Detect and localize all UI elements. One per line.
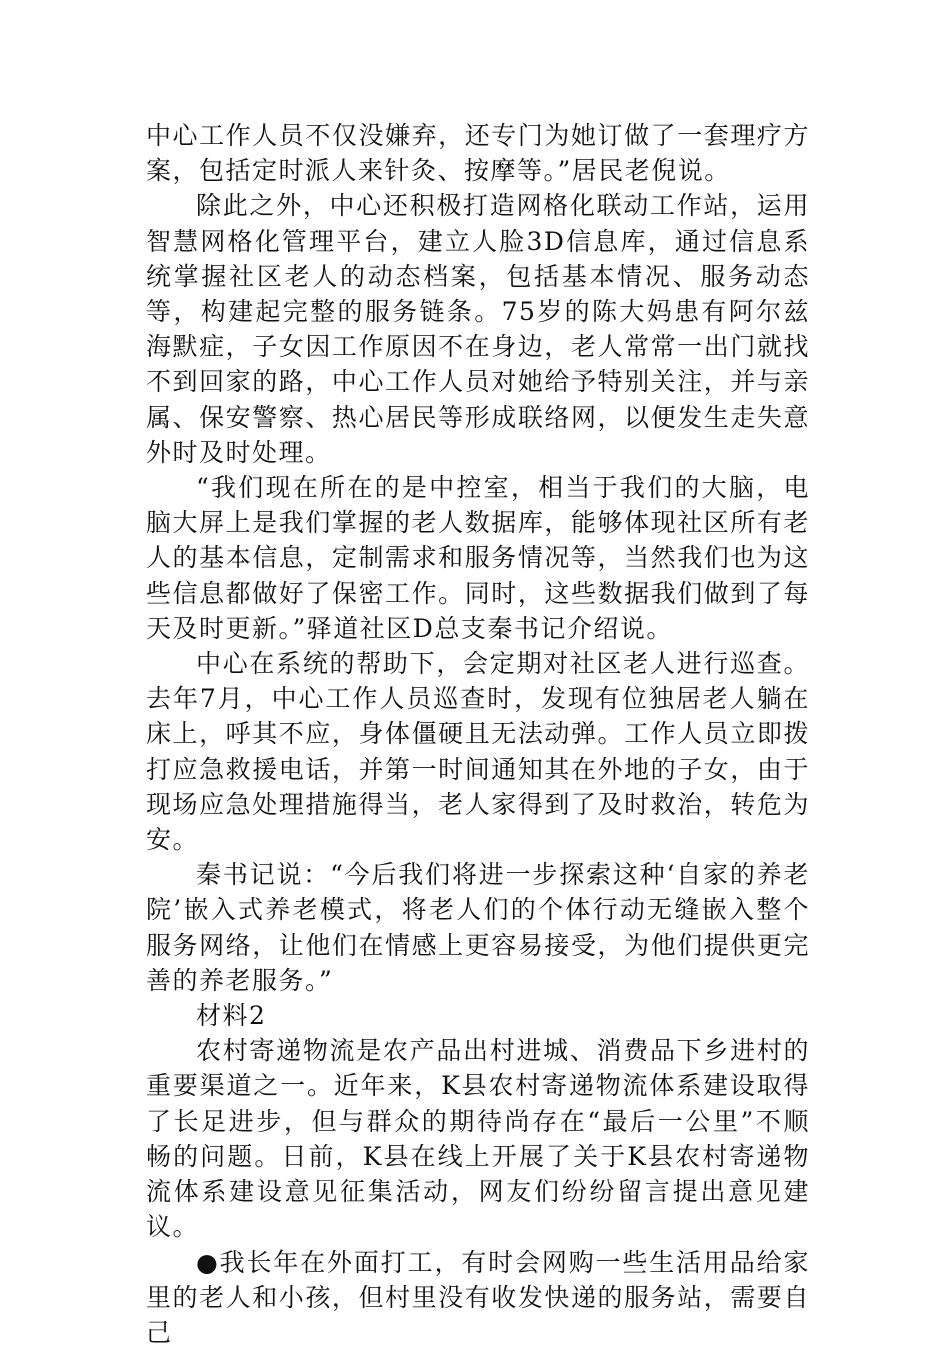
document-body [146,118,810,1350]
paragraph-patrol: 中心在系统的帮助下，会定期对社区老人进行巡查。去年7月，中心工作人员巡查时，发现有位独居老人躺在床上，呼其不应，身体僵硬且无法动弹。工作人员立即拨打应急救援电话，并第一时间通知其在外地的子女，由于现场应急处理措施得当，老人家得到了及时救治，转危为安。 [146,646,810,857]
paragraph-control-room-quote: “我们现在所在的是中控室，相当于我们的大脑，电脑大屏上是我们掌握的老人数据库，能够体现社区所有老人的基本信息，定制需求和服务情况等，当然我们也为这些信息都做好了保密工作。同时，这些数据我们做到了每天及时更新。”驿道社区D总支秦书记介绍说。 [146,470,810,646]
paragraph-grid-workstation: 除此之外，中心还积极打造网格化联动工作站，运用智慧网格化管理平台，建立人脸3D信息库，通过信息系统掌握社区老人的动态档案，包括基本情况、服务动态等，构建起完整的服务链条。75岁的陈大妈患有阿尔兹海默症，子女因工作原因不在身边，老人常常一出门就找不到回家的路，中心工作人员对她给予特别关注，并与亲属、保安警察、热心居民等形成联络网，以便发生走失意外时及时处理。 [146,188,810,470]
paragraph-continuation: 中心工作人员不仅没嫌弃，还专门为她订做了一套理疗方案，包括定时派人来针灸、按摩等。”居民老倪说。 [146,118,810,188]
paragraph-rural-logistics: 农村寄递物流是农产品出村进城、消费品下乡进村的重要渠道之一。近年来，K县农村寄递物流体系建设取得了长足进步，但与群众的期待尚存在“最后一公里”不顺畅的问题。日前，K县在线上开展了关于K县农村寄递物流体系建设意见征集活动，网友们纷纷留言提出意见建议。 [146,1033,810,1244]
material-heading: 材料2 [146,998,810,1033]
paragraph-netizen-comment: ●我长年在外面打工，有时会网购一些生活用品给家里的老人和小孩，但村里没有收发快递的服务站，需要自己 [146,1245,810,1350]
paragraph-secretary-quote: 秦书记说：“今后我们将进一步探索这种‘自家的养老院’嵌入式养老模式，将老人们的个体行动无缝嵌入整个服务网络，让他们在情感上更容易接受，为他们提供更完善的养老服务。” [146,857,810,998]
